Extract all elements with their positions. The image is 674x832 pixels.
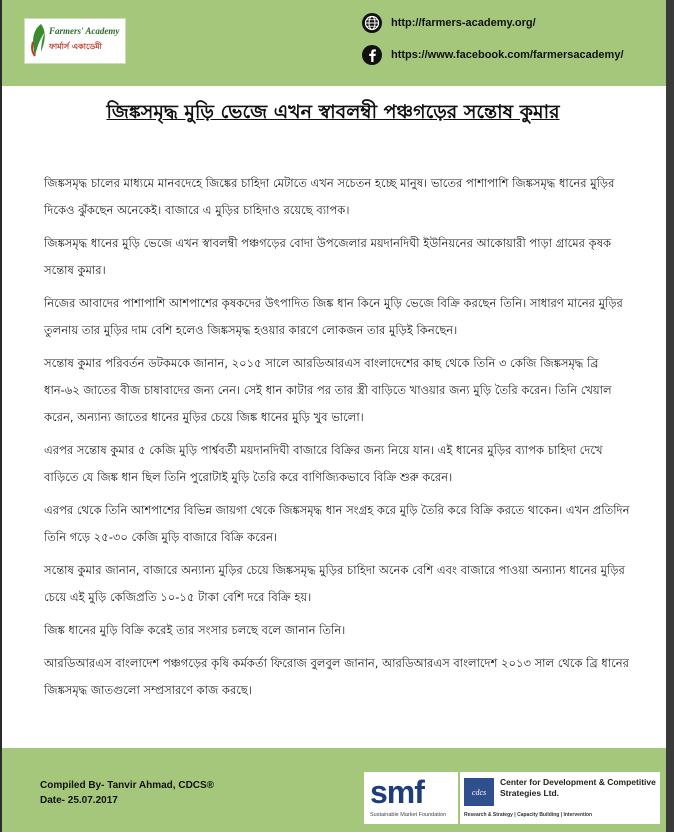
cdcs-mark: cdcs bbox=[464, 778, 494, 806]
facebook-row bbox=[362, 44, 624, 66]
right-frame-border bbox=[666, 0, 674, 832]
cdcs-name: Center for Development & Competitive Strategies Ltd. bbox=[500, 777, 656, 798]
smf-subtitle: Sustainable Market Foundation bbox=[370, 812, 447, 818]
logo-text-bangla: ফার্মার্স একাডেমী bbox=[49, 42, 102, 51]
cdcs-logo bbox=[460, 772, 660, 824]
cdcs-tagline: Research & Strategy | Capacity Building | Intervention bbox=[464, 812, 593, 818]
article-body bbox=[44, 170, 632, 710]
leaf-logo-icon bbox=[29, 22, 49, 58]
header-band bbox=[2, 0, 666, 86]
paragraph: এরপর থেকে তিনি আশপাশের বিভিন্ন জায়গা থেকে জিঙ্কসমৃদ্ধ ধান সংগ্রহ করে মুড়ি তৈরি করে বিক্রি করতে থাকেন। এখন প্রতিদিন তিনি গড়ে ২৫-৩০ কেজি মুড়ি বাজারে বিক্রি করেন। bbox=[44, 503, 630, 544]
smf-logo-letters: smf bbox=[370, 774, 424, 810]
paragraph: সন্তোষ কুমার পরিবর্তন ডটকমকে জানান, ২০১৫ সালে আরডিআরএস বাংলাদেশের কাছ থেকে তিনি ৩ কেজি জিঙ্কসমৃদ্ধ ব্রি ধান-৬২ জাতের বীজ চাষাবাদের জন্য নেন। সেই ধান কাটার পর তার স্ত্রী বাড়িতে খাওয়ার জন্য মুড়ি তৈরি করেন। তিনি খেয়াল করেন, অন্যান্য জাতের ধানের মুড়ির চেয়ে জিঙ্ক ধানের মুড়ি খুব ভালো। bbox=[44, 356, 612, 424]
farmers-academy-logo bbox=[24, 18, 126, 64]
compiled-info bbox=[40, 778, 214, 808]
paragraph: নিজের আবাদের পাশাপাশি আশপাশের কৃষকদের উৎপাদিত জিঙ্ক ধান কিনে মুড়ি ভেজে বিক্রি করছেন তিনি। সাধারণ মানের মুড়ির তুলনায় তার মুড়ির দাম বেশি হলেও জিঙ্কসমৃদ্ধ হওয়ার কারণে লোকজন তার মুড়িই কিনছেন। bbox=[44, 296, 623, 337]
paragraph: সন্তোষ কুমার জানান, বাজারে অন্যান্য মুড়ির চেয়ে জিঙ্কসমৃদ্ধ মুড়ির চাহিদা অনেক বেশি এবং বাজারে পাওয়া অন্যান্য ধানের মুড়ির চেয়ে এই মুড়ি কেজিপ্রতি ১০-১৫ টাকা বেশি দরে বিক্রি হয়। bbox=[44, 563, 625, 604]
paragraph: এরপর সন্তোষ কুমার ৫ কেজি মুড়ি পার্শ্ববর্তী ময়দানদিঘী বাজারে বিক্রির জন্য নিয়ে যান। এই ধানের মুড়ির ব্যাপক চাহিদা দেখে বাড়িতে যে জিঙ্ক ধান ছিল তিনি পুরোটাই মুড়ি তৈরি করে বাণিজ্যিকভাবে বিক্রি শুরু করেন। bbox=[44, 443, 603, 484]
website-link[interactable]: http://farmers-academy.org/ bbox=[391, 17, 536, 29]
paragraph: জিঙ্কসমৃদ্ধ ধানের মুড়ি ভেজে এখন স্বাবলম্বী পঞ্চগড়ের বোদা উপজেলার ময়দানদিঘী ইউনিয়নের আকোয়ারী পাড়া গ্রামের কৃষক সন্তোষ কুমার। bbox=[44, 236, 612, 277]
paragraph: আরডিআরএস বাংলাদেশ পঞ্চগড়ের কৃষি কর্মকর্তা ফিরোজ বুলবুল জানান, আরডিআরএস বাংলাদেশ ২০১৩ সাল থেকে ব্রি ধানের জিঙ্কসমৃদ্ধ জাতগুলো সম্প্রসারণে কাজ করছে। bbox=[44, 656, 629, 697]
facebook-icon bbox=[362, 45, 382, 65]
logo-text-english: Farmers' Academy bbox=[49, 26, 120, 36]
article-title: জিঙ্কসমৃদ্ধ মুড়ি ভেজে এখন স্বাবলম্বী পঞ্চগড়ের সন্তোষ কুমার bbox=[106, 101, 560, 123]
paragraph: জিঙ্কসমৃদ্ধ চালের মাধ্যমে মানবদেহে জিঙ্কের চাহিদা মেটাতে এখন সচেতন হচ্ছে মানুষ। ভাতের পাশাপাশি জিঙ্কসমৃদ্ধ ধানের মুড়ির দিকেও ঝুঁকছেন অনেকেই। বাজারে এ মুড়ির চাহিদাও রয়েছে ব্যাপক। bbox=[44, 176, 615, 217]
compiled-date: Date- 25.07.2017 bbox=[40, 795, 118, 806]
paragraph: জিঙ্ক ধানের মুড়ি বিক্রি করেই তার সংসার চলছে বলে জানান তিনি। bbox=[44, 623, 346, 637]
website-row bbox=[362, 12, 536, 34]
globe-icon bbox=[362, 13, 382, 33]
facebook-link[interactable]: https://www.facebook.com/farmersacademy/ bbox=[391, 49, 624, 61]
footer-band bbox=[2, 748, 666, 832]
compiled-by: Compiled By- Tanvir Ahmad, CDCS® bbox=[40, 780, 215, 791]
smf-logo bbox=[364, 772, 458, 824]
smf-logo-text bbox=[370, 774, 424, 811]
